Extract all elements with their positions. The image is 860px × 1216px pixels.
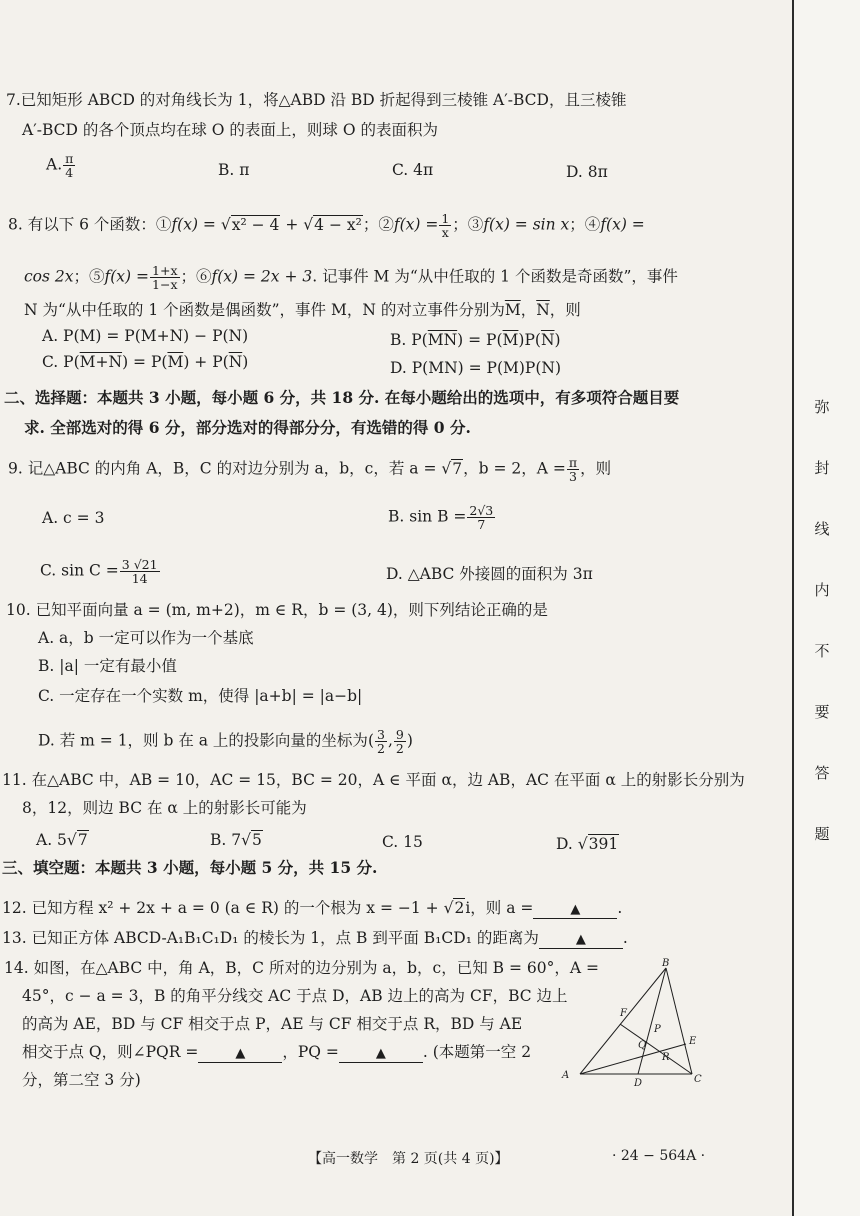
seal-char: 要 (814, 703, 830, 721)
q9-option-b: B. sin B = $\frac{2√3}{7}$ (388, 503, 494, 532)
section2-header-line2: 求. 全部选对的得 6 分，部分选对的得部分分，有选错的得 0 分. (24, 418, 471, 437)
q9-option-c: C. sin C = $\frac{3 √21}{14}$ (40, 557, 158, 586)
q11-option-d: D. √391 (556, 835, 619, 853)
q8-line2: cos 2x；⑤f(x) = $\frac{1+x}{1-x}$ ；⑥f(x) = 2x + 3. 记事件 M 为“从中任取的 1 个函数是奇函数”，事件 (24, 263, 678, 292)
q14-answer-blank-1[interactable]: ▲ (198, 1046, 282, 1063)
figure-label-c: C (694, 1074, 702, 1085)
figure-label-p: P (654, 1024, 661, 1035)
q7-option-b: B. π (218, 161, 250, 179)
page-footer-title: 【高一数学 第 2 页(共 4 页)】 (308, 1151, 509, 1167)
figure-label-a: A (562, 1070, 570, 1081)
section3-header: 三、填空题：本题共 3 小题，每小题 5 分，共 15 分. (2, 858, 378, 877)
figure-label-f: F (620, 1008, 627, 1019)
seal-char: 线 (814, 520, 830, 538)
q14-line1: 14. 如图，在△ABC 中，角 A，B，C 所对的边分别为 a，b，c，已知 B = 60°，A = (4, 959, 599, 977)
q14-line2: 45°，c − a = 3，B 的角平分线交 AC 于点 D，AB 边上的高为 CF，BC 边上 (22, 987, 568, 1005)
q12-answer-blank[interactable]: ▲ (533, 902, 617, 919)
q10-option-c: C. 一定存在一个实数 m，使得 |a+b| = |a−b| (38, 687, 363, 705)
q11-option-c: C. 15 (382, 833, 423, 851)
q9-option-a: A. c = 3 (42, 509, 105, 527)
seal-char: 题 (814, 825, 830, 843)
q14-line3: 的高为 AE，BD 与 CF 相交于点 P，AE 与 CF 相交于点 R，BD 与 AE (22, 1015, 523, 1033)
figure-label-d: D (634, 1078, 643, 1088)
figure-label-r: R (662, 1052, 670, 1063)
q7-line1: 7.已知矩形 ABCD 的对角线长为 1，将△ABD 沿 BD 折起得到三棱锥 A′-BCD，且三棱锥 (6, 91, 627, 109)
q8-line3: N 为“从中任取的 1 个函数是偶函数”，事件 M，N 的对立事件分别为$\overline{M}$，$\overline{N}$，则 (24, 301, 581, 319)
q8-option-c: C. $P(M+N) = P(\overline{M}) + P(\overline{N})$ (42, 353, 249, 371)
q7-line2: A′-BCD 的各个顶点均在球 O 的表面上，则球 O 的表面积为 (22, 121, 438, 139)
q11-line1: 11. 在△ABC 中，AB = 10，AC = 15，BC = 20，A ∈ 平面 α，边 AB，AC 在平面 α 上的射影长分别为 (2, 771, 745, 789)
seal-warning (810, 400, 834, 888)
q10-option-a: A. a，b 一定可以作为一个基底 (38, 629, 254, 647)
q8-option-d: D. P(MN) = P(M)P(N) (390, 359, 562, 377)
q14-answer-blank-2[interactable]: ▲ (339, 1046, 423, 1063)
figure-label-q: Q (638, 1040, 647, 1051)
q7-option-a: A. $\frac{\pi}{4}$ (46, 151, 74, 180)
seal-char: 不 (814, 642, 830, 660)
seal-char: 内 (814, 581, 830, 599)
q10-stem: 10. 已知平面向量 a = (m, m+2)，m ∈ R，b = (3, 4)，则下列结论正确的是 (6, 601, 548, 619)
q14-line5: 分，第二空 3 分) (22, 1071, 141, 1089)
q9-option-d: D. △ABC 外接圆的面积为 3π (386, 565, 593, 583)
page-footer-code: · 24 − 564A · (612, 1148, 706, 1164)
figure-label-b: B (662, 958, 670, 969)
q8-line1: 8. 有以下 6 个函数：①f(x) = √x² − 4 + √4 − x²；②f(x) = $\frac{1}{x}$ ；③f(x) = sin x；④f(x) = (8, 211, 645, 240)
q12: 12. 已知方程 x² + 2x + a = 0 (a ∈ R) 的一个根为 x = −1 + √2i，则 a = ▲ . (2, 899, 623, 917)
seal-char: 封 (814, 459, 830, 477)
q7-option-d: D. 8π (566, 163, 608, 181)
q11-option-a: A. 5√7 (36, 831, 88, 849)
q13-answer-blank[interactable]: ▲ (539, 932, 623, 949)
q8-option-b: B. $P(\overline{MN}) = P(\overline{M})P(\overline{N})$ (390, 331, 561, 349)
seal-char: 答 (814, 764, 830, 782)
q7-option-c: C. 4π (392, 161, 434, 179)
q9-stem: 9. 记△ABC 的内角 A，B，C 的对边分别为 a，b，c，若 a = √7，b = 2，A = $\frac{\pi}{3}$ ，则 (8, 455, 612, 484)
q10-option-d: D. 若 m = 1，则 b 在 a 上的投影向量的坐标为( $\frac{3}{2}$ , $\frac{9}{2}$ ) (38, 727, 413, 756)
seal-char: 弥 (814, 398, 830, 416)
q13: 13. 已知正方体 ABCD-A₁B₁C₁D₁ 的棱长为 1，点 B 到平面 B₁CD₁ 的距离为 ▲ . (2, 929, 628, 947)
q11-option-b: B. 7√5 (210, 831, 262, 849)
q10-option-b: B. |a| 一定有最小值 (38, 657, 177, 675)
triangle-figure (556, 956, 716, 1088)
section2-header-line1: 二、选择题：本题共 3 小题，每小题 6 分，共 18 分. 在每小题给出的选项中，有多项符合题目要 (4, 388, 680, 407)
figure-label-e: E (689, 1036, 697, 1047)
q11-line2: 8，12，则边 BC 在 α 上的射影长可能为 (22, 799, 307, 817)
q8-option-a: A. P(M) = P(M+N) − P(N) (42, 327, 249, 345)
q14-line4: 相交于点 Q，则∠PQR = ▲ ，PQ = ▲ . (本题第一空 2 (22, 1043, 532, 1061)
